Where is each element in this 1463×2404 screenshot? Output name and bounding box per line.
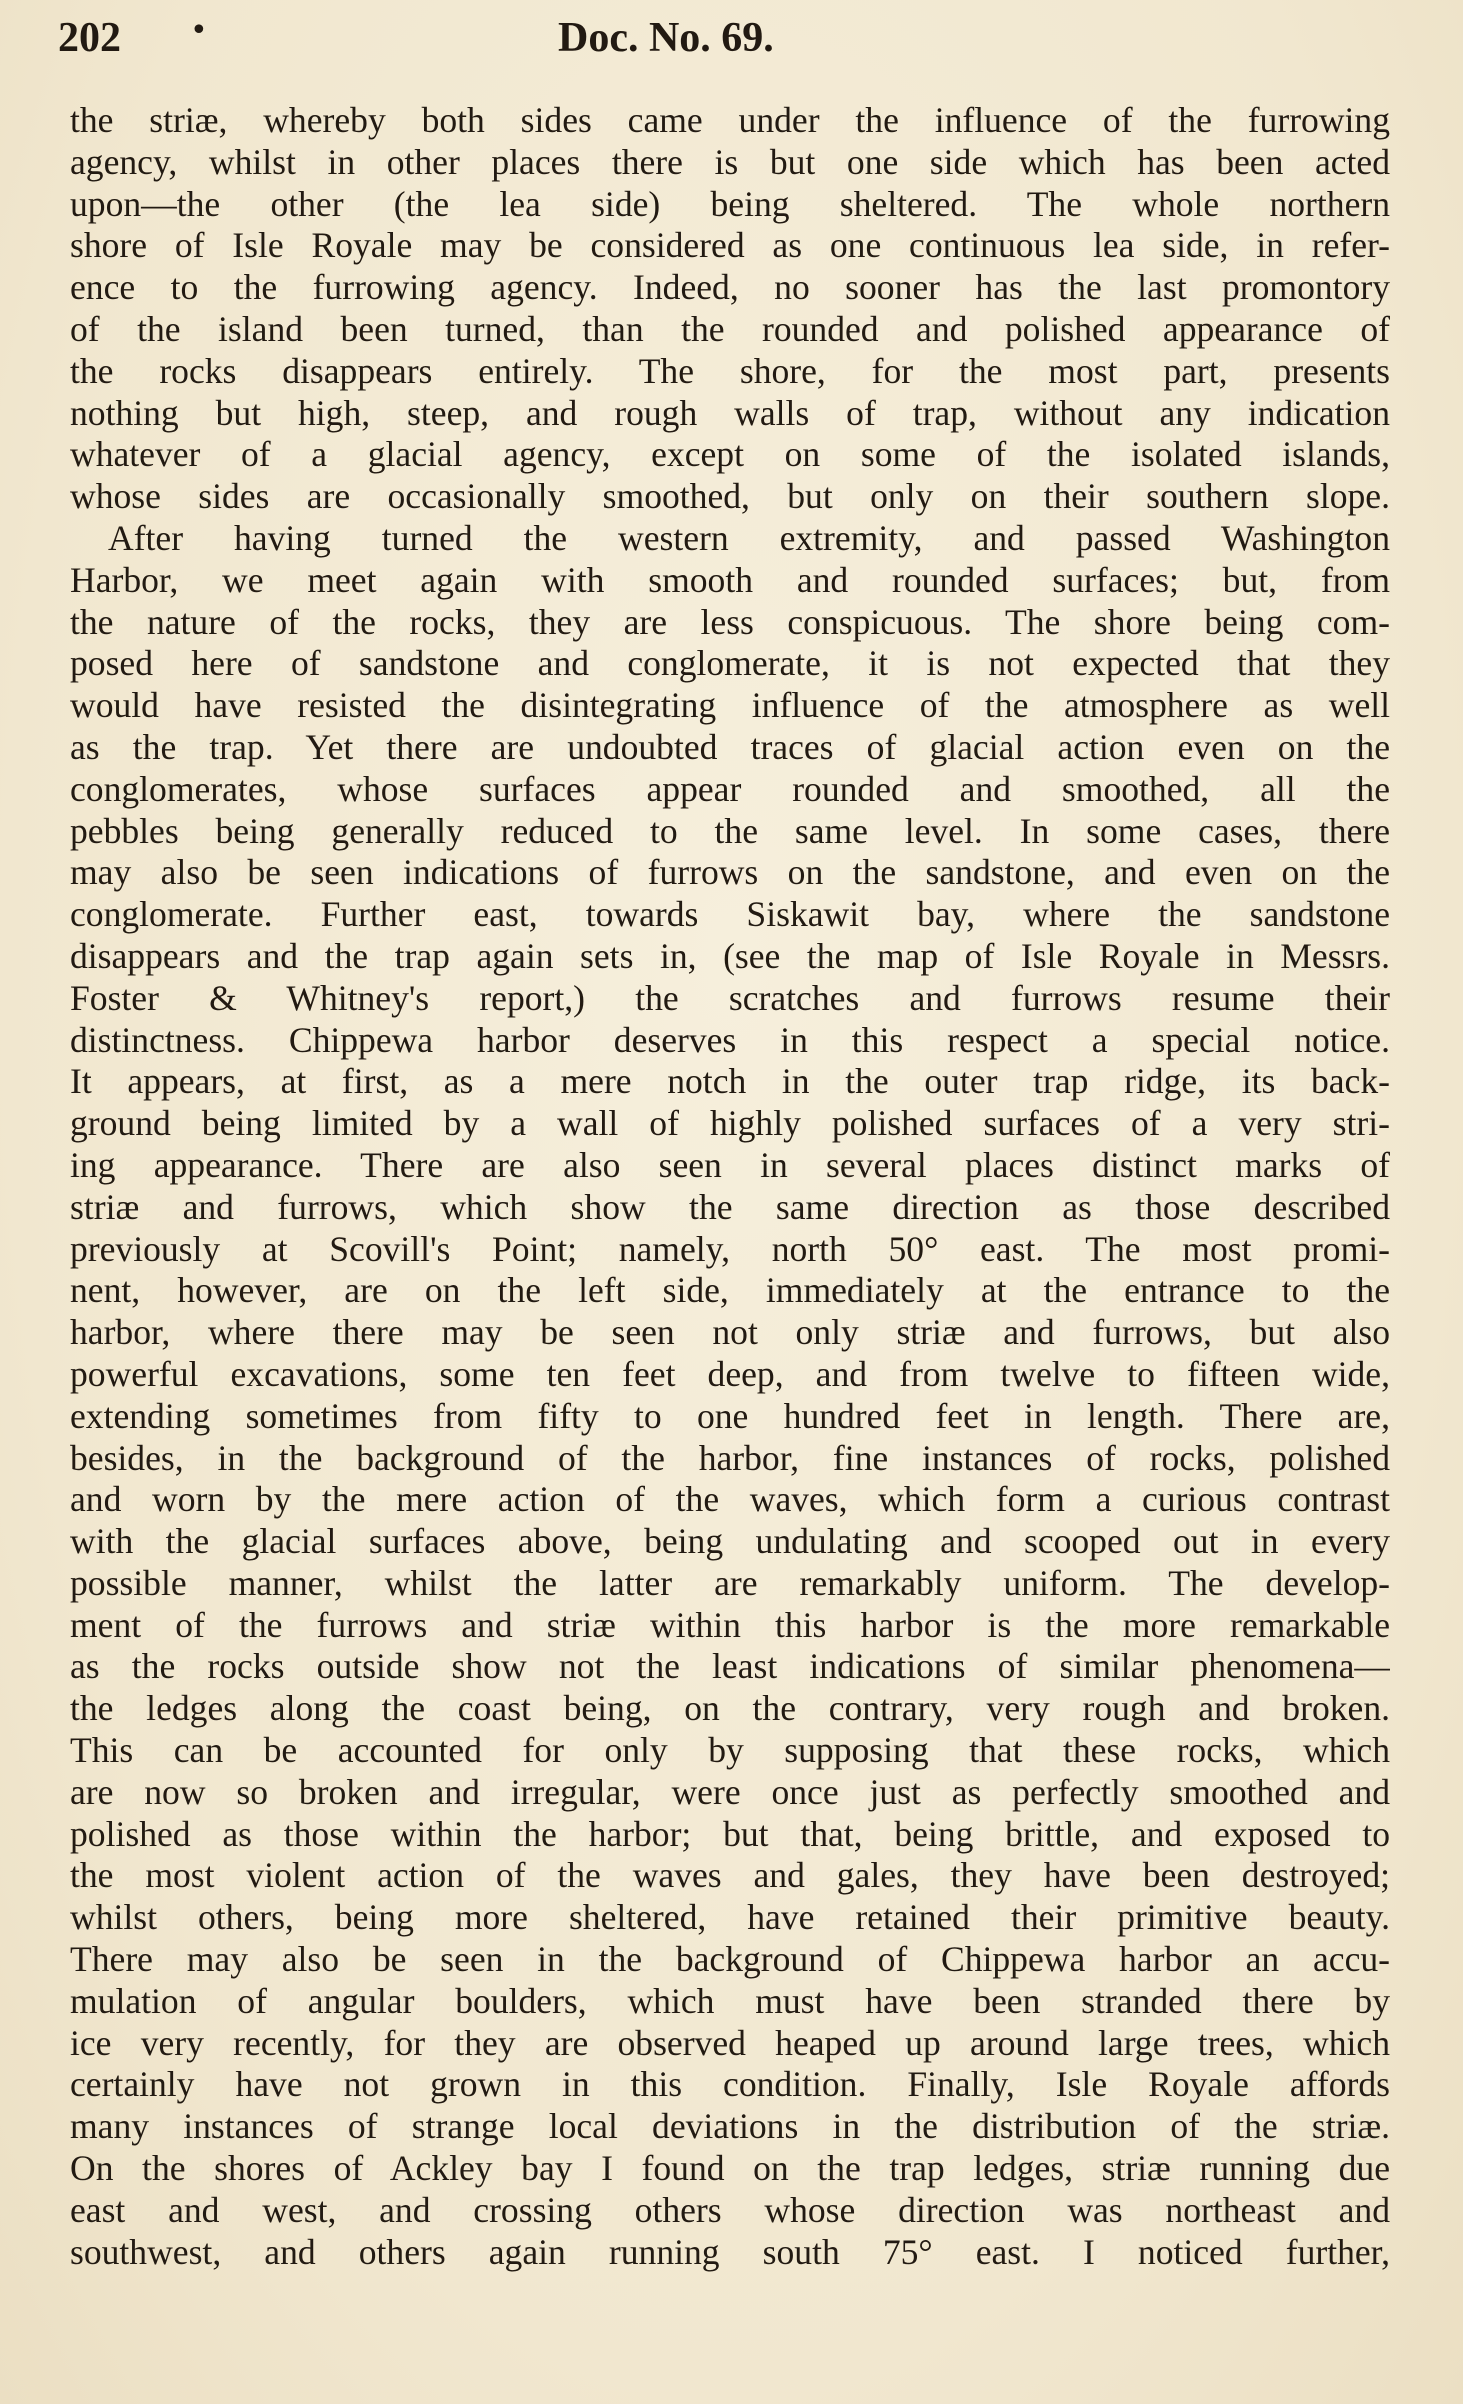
text-line: Harbor, we meet again with smooth and rounded surfaces; but, from <box>70 559 1390 600</box>
text-line: possible manner, whilst the latter are remarkably uniform. The develop- <box>70 1562 1390 1603</box>
text-line: with the glacial surfaces above, being undulating and scooped out in every <box>70 1521 1390 1562</box>
page-header <box>58 8 1398 68</box>
text-line: conglomerate. Further east, towards Siskawit bay, where the sandstone <box>70 894 1390 935</box>
body-text <box>70 100 1390 2273</box>
text-line: powerful excavations, some ten feet deep, and from twelve to fifteen wide, <box>70 1353 1390 1394</box>
text-line: mulation of angular boulders, which must have been stranded there by <box>70 1980 1390 2021</box>
text-line: harbor, where there may be seen not only striæ and furrows, but also <box>70 1312 1390 1353</box>
text-line: ground being limited by a wall of highly polished surfaces of a very stri- <box>70 1103 1390 1144</box>
text-line: nent, however, are on the left side, immediately at the entrance to the <box>70 1270 1390 1311</box>
text-line: posed here of sandstone and conglomerate, it is not expected that they <box>70 643 1390 684</box>
text-line: whose sides are occasionally smoothed, but only on their southern slope. <box>70 476 1390 517</box>
text-line: There may also be seen in the background of Chippewa harbor an accu- <box>70 1939 1390 1980</box>
text-line: ing appearance. There are also seen in several places distinct marks of <box>70 1144 1390 1185</box>
text-line: certainly have not grown in this condition. Finally, Isle Royale affords <box>70 2064 1390 2105</box>
text-line: This can be accounted for only by supposing that these rocks, which <box>70 1730 1390 1771</box>
text-line: are now so broken and irregular, were once just as perfectly smoothed and <box>70 1771 1390 1812</box>
text-line: the nature of the rocks, they are less conspicuous. The shore being com- <box>70 601 1390 642</box>
text-line: southwest, and others again running south 75° east. I noticed further, <box>70 2231 1390 2272</box>
text-line: the ledges along the coast being, on the contrary, very rough and broken. <box>70 1688 1390 1729</box>
text-line: conglomerates, whose surfaces appear rounded and smoothed, all the <box>70 768 1390 809</box>
text-line: previously at Scovill's Point; namely, north 50° east. The most promi- <box>70 1228 1390 1269</box>
text-line: On the shores of Ackley bay I found on the trap ledges, striæ running due <box>70 2148 1390 2189</box>
header-mark: • <box>190 13 208 48</box>
text-line: extending sometimes from fifty to one hundred feet in length. There are, <box>70 1395 1390 1436</box>
text-line: upon—the other (the lea side) being sheltered. The whole northern <box>70 183 1390 224</box>
text-line: ence to the furrowing agency. Indeed, no sooner has the last promontory <box>70 267 1390 308</box>
text-line: whilst others, being more sheltered, have retained their primitive beauty. <box>70 1897 1390 1938</box>
text-line: may also be seen indications of furrows on the sandstone, and even on the <box>70 852 1390 893</box>
text-line: Foster & Whitney's report,) the scratches and furrows resume their <box>70 977 1390 1018</box>
text-line: the rocks disappears entirely. The shore, for the most part, presents <box>70 350 1390 391</box>
text-line: agency, whilst in other places there is but one side which has been acted <box>70 141 1390 182</box>
text-line: and worn by the mere action of the waves, which form a curious contrast <box>70 1479 1390 1520</box>
text-line: of the island been turned, than the rounded and polished appearance of <box>70 308 1390 349</box>
text-line: distinctness. Chippewa harbor deserves in this respect a special notice. <box>70 1019 1390 1060</box>
text-line: disappears and the trap again sets in, (see the map of Isle Royale in Messrs. <box>70 935 1390 976</box>
text-line: the striæ, whereby both sides came under the influence of the furrowing <box>70 100 1390 140</box>
text-line: would have resisted the disintegrating influence of the atmosphere as well <box>70 685 1390 726</box>
text-line: besides, in the background of the harbor, fine instances of rocks, polished <box>70 1437 1390 1478</box>
text-line: whatever of a glacial agency, except on some of the isolated islands, <box>70 434 1390 475</box>
text-line: many instances of strange local deviations in the distribution of the striæ. <box>70 2106 1390 2147</box>
text-line: ice very recently, for they are observed heaped up around large trees, which <box>70 2022 1390 2063</box>
text-line: as the rocks outside show not the least indications of similar phenomena— <box>70 1646 1390 1687</box>
text-line: It appears, at first, as a mere notch in the outer trap ridge, its back- <box>70 1061 1390 1102</box>
text-line: After having turned the western extremity, and passed Washington <box>108 517 1390 558</box>
text-line: striæ and furrows, which show the same direction as those described <box>70 1186 1390 1227</box>
page-number: 202 <box>58 15 121 61</box>
text-line: nothing but high, steep, and rough walls of trap, without any indication <box>70 392 1390 433</box>
text-line: the most violent action of the waves and gales, they have been destroyed; <box>70 1855 1390 1896</box>
text-line: east and west, and crossing others whose direction was northeast and <box>70 2189 1390 2230</box>
text-line: shore of Isle Royale may be considered as one continuous lea side, in refer- <box>70 225 1390 266</box>
document-title: Doc. No. 69. <box>558 15 774 61</box>
text-line: as the trap. Yet there are undoubted traces of glacial action even on the <box>70 726 1390 767</box>
text-line: pebbles being generally reduced to the same level. In some cases, there <box>70 810 1390 851</box>
text-line: ment of the furrows and striæ within this harbor is the more remarkable <box>70 1604 1390 1645</box>
text-line: polished as those within the harbor; but that, being brittle, and exposed to <box>70 1813 1390 1854</box>
